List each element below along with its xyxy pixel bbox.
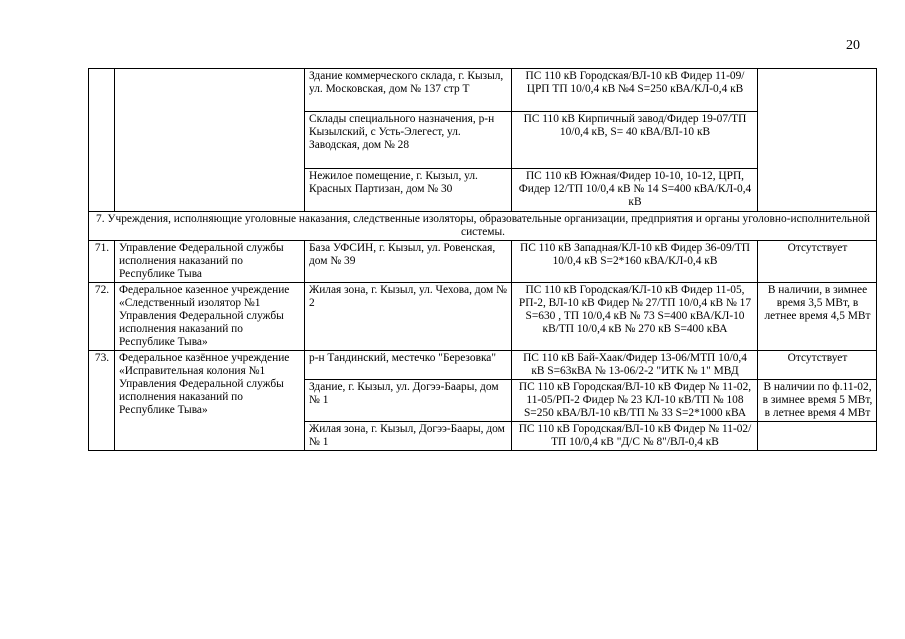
address-cell: Здание, г. Кызыл, ул. Догээ-Баары, дом № 1 — [305, 380, 512, 422]
address-cell: Нежилое помещение, г. Кызыл, ул. Красных Партизан, дом № 30 — [305, 169, 512, 212]
reserve-cell: Отсутствует — [758, 241, 877, 283]
section-title: 7. Учреждения, исполняющие уголовные наказания, следственные изоляторы, образовательные организации, предприятия и органы уголовно-исполнительной системы. — [89, 212, 877, 241]
address-cell: Склады специального назначения, р-н Кызылский, с Усть-Элегест, ул. Заводская, дом № 28 — [305, 112, 512, 169]
row-number: 73. — [89, 351, 115, 451]
table-row — [89, 69, 877, 112]
organization-cell: Управление Федеральной службы исполнения наказаний по Республике Тыва — [115, 241, 305, 283]
address-cell: р-н Тандинский, местечко "Березовка" — [305, 351, 512, 380]
address-cell: Жилая зона, г. Кызыл, ул. Чехова, дом № 2 — [305, 283, 512, 351]
feeder-cell: ПС 110 кВ Городская/КЛ-10 кВ Фидер 11-05, РП-2, ВЛ-10 кВ Фидер № 27/ТП 10/0,4 кВ № 17 S=630 , ТП 10/0,4 кВ № 73 S=400 кВА/КЛ-10 кВ/ТП 10/0,4 кВ № 270 кВ S=400 кВА — [512, 283, 758, 351]
page-number: 20 — [846, 38, 860, 53]
feeder-cell: ПС 110 кВ Бай-Хаак/Фидер 13-06/МТП 10/0,4 кВ S=63кВА № 13-06/2-2 "ИТК № 1" МВД — [512, 351, 758, 380]
reserve-cell — [758, 422, 877, 451]
reserve-cell — [758, 69, 877, 212]
table-row — [89, 241, 877, 283]
organization-cell: Федеральное казенное учреждение «Следственный изолятор №1 Управления Федеральной службы исполнения наказаний по Республике Тыва» — [115, 283, 305, 351]
number-cell — [89, 69, 115, 212]
table-row — [89, 351, 877, 380]
organization-cell: Федеральное казённое учреждение «Исправительная колония №1 Управления Федеральной службы исполнения наказаний по Республике Тыва» — [115, 351, 305, 451]
address-cell: Здание коммерческого склада, г. Кызыл, ул. Московская, дом № 137 стр Т — [305, 69, 512, 112]
row-number: 72. — [89, 283, 115, 351]
feeder-cell: ПС 110 кВ Городская/ВЛ-10 кВ Фидер № 11-02, 11-05/РП-2 Фидер № 23 КЛ-10 кВ/ТП № 108 S=250 кВА/ВЛ-10 кВ/ТП № 33 S=2*1000 кВА — [512, 380, 758, 422]
reserve-cell: Отсутствует — [758, 351, 877, 380]
reserve-cell: В наличии по ф.11-02, в зимнее время 5 МВт, в летнее время 4 МВт — [758, 380, 877, 422]
facilities-table — [88, 68, 877, 451]
address-cell: База УФСИН, г. Кызыл, ул. Ровенская, дом № 39 — [305, 241, 512, 283]
organization-cell — [115, 69, 305, 212]
feeder-cell: ПС 110 кВ Кирпичный завод/Фидер 19-07/ТП 10/0,4 кВ, S= 40 кВА/ВЛ-10 кВ — [512, 112, 758, 169]
feeder-cell: ПС 110 кВ Городская/ВЛ-10 кВ Фидер № 11-02/ТП 10/0,4 кВ "Д/С № 8"/ВЛ-0,4 кВ — [512, 422, 758, 451]
feeder-cell: ПС 110 кВ Западная/КЛ-10 кВ Фидер 36-09/ТП 10/0,4 кВ S=2*160 кВА/КЛ-0,4 кВ — [512, 241, 758, 283]
feeder-cell: ПС 110 кВ Городская/ВЛ-10 кВ Фидер 11-09/ЦРП ТП 10/0,4 кВ №4 S=250 кВА/КЛ-0,4 кВ — [512, 69, 758, 112]
address-cell: Жилая зона, г. Кызыл, Догээ-Баары, дом № 1 — [305, 422, 512, 451]
row-number: 71. — [89, 241, 115, 283]
reserve-cell: В наличии, в зимнее время 3,5 МВт, в летнее время 4,5 МВт — [758, 283, 877, 351]
section-row — [89, 212, 877, 241]
feeder-cell: ПС 110 кВ Южная/Фидер 10-10, 10-12, ЦРП, Фидер 12/ТП 10/0,4 кВ № 14 S=400 кВА/КЛ-0,4 кВ — [512, 169, 758, 212]
table-row — [89, 283, 877, 351]
